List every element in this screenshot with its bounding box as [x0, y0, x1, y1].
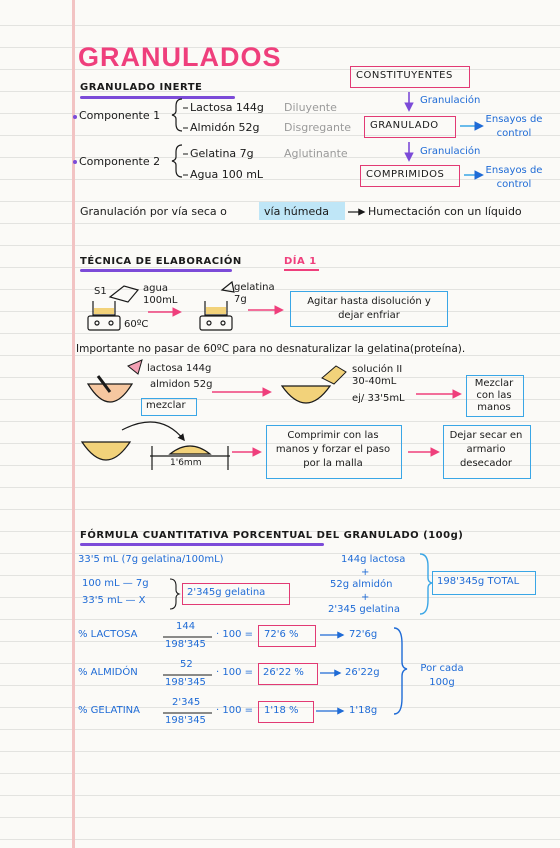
- granulacion-label-2: Granulación: [420, 146, 481, 157]
- gelatina-result: 2'345g gelatina: [187, 587, 266, 598]
- dejar-secar-text: Dejar secar en armario desecador: [449, 430, 523, 469]
- rule-line-a: 100 mL — 7g: [82, 578, 149, 589]
- sum-lactosa: 144g lactosa: [341, 554, 406, 565]
- curved-arrow: [122, 422, 184, 440]
- mezclar-manos-text: Mezclar con las manos: [474, 378, 514, 413]
- blue-arrow-right: [316, 635, 343, 711]
- pct-row-percent: 26'22 %: [263, 667, 304, 678]
- sum-plus-1: +: [361, 567, 370, 578]
- s1-label: S1: [94, 286, 107, 297]
- pct-row-grams: 1'18g: [349, 705, 378, 716]
- pct-row-numerator: 144: [176, 621, 196, 632]
- mezclar-label: mezclar: [146, 400, 186, 411]
- agua-amount: Agua 100 mL: [190, 168, 264, 181]
- lactosa-role: Diluyente: [284, 101, 337, 114]
- section-heading-tecnica: TÉCNICA DE ELABORACIÓN: [80, 256, 242, 267]
- rule-bracket: [170, 579, 179, 609]
- comprimir-text: Comprimir con las manos y forzar el paso por la malla: [275, 430, 391, 469]
- sum-plus-2: +: [361, 592, 370, 603]
- pct-row-grams: 72'6g: [349, 629, 378, 640]
- solucion-example: ej/ 33'5mL: [352, 393, 405, 404]
- almidon-amount: Almidón 52g: [190, 121, 260, 134]
- constituyentes-label: CONSTITUYENTES: [356, 70, 453, 81]
- lactosa-amount: Lactosa 144g: [190, 101, 264, 114]
- pour-icon-1: [110, 286, 138, 302]
- component-2-label: Componente 2: [79, 155, 161, 168]
- heading-underline: [80, 96, 235, 99]
- ensayos-control-1: Ensayos de control: [485, 114, 543, 139]
- malla-size: 1'6mm: [170, 458, 202, 468]
- solucion-label: solución II 30-40mL: [352, 364, 403, 387]
- component-bracket: [172, 99, 182, 177]
- day-underline: [284, 269, 319, 271]
- pct-row-label: % ALMIDÓN: [78, 667, 138, 678]
- ensayos-control-2: Ensayos de control: [485, 165, 543, 190]
- notebook-margin-line: [72, 0, 75, 848]
- dash-mark: [183, 108, 188, 175]
- pct-row-numerator: 2'345: [172, 697, 201, 708]
- por-cada-bracket: [394, 628, 407, 714]
- pct-row-percent: 72'6 %: [264, 629, 299, 640]
- agua-label: agua 100mL: [143, 283, 178, 306]
- granulacion-label-1: Granulación: [420, 95, 481, 106]
- via-text-b: Humectación con un líquido: [368, 205, 522, 218]
- important-note: Importante no pasar de 60ºC para no desnaturalizar la gelatina(proteína).: [76, 343, 466, 355]
- heading-underline: [80, 543, 324, 546]
- gelatina-amount: Gelatina 7g: [190, 147, 254, 160]
- hotplate-icon-2: [200, 282, 234, 330]
- pct-row-numerator: 52: [180, 659, 193, 670]
- gelatina-role: Aglutinante: [284, 147, 348, 160]
- mortar-icon-2: [282, 366, 346, 403]
- via-text-highlighted: vía húmeda: [264, 205, 329, 218]
- pct-row-label: % GELATINA: [78, 705, 140, 716]
- pct-row-label: % LACTOSA: [78, 629, 138, 640]
- rule-line-b: 33'5 mL — X: [82, 595, 146, 606]
- mortar-icon-1: [88, 360, 142, 402]
- comprimidos-label: COMPRIMIDOS: [366, 169, 445, 180]
- ratio-line: 33'5 mL (7g gelatina/100mL): [78, 554, 224, 565]
- bullet: [73, 160, 77, 164]
- heading-underline: [80, 269, 232, 272]
- pct-row-times: · 100 =: [216, 667, 254, 678]
- hotplate-icon-1: [88, 301, 120, 330]
- granulado-label: GRANULADO: [370, 120, 439, 131]
- total-label: 198'345g TOTAL: [437, 576, 520, 587]
- por-cada-label: Por cada 100g: [420, 663, 464, 688]
- component-1-label: Componente 1: [79, 109, 161, 122]
- mortar-icon-3: [82, 442, 130, 460]
- gelatina-label: gelatina 7g: [234, 282, 275, 305]
- sum-almidon: 52g almidón: [330, 579, 393, 590]
- lactosa-label: lactosa 144g: [147, 363, 212, 374]
- pct-row-denominator: 198'345: [165, 677, 206, 688]
- pct-row-denominator: 198'345: [165, 639, 206, 650]
- bullet: [73, 115, 77, 119]
- sum-bracket: [420, 554, 432, 614]
- pct-row-grams: 26'22g: [345, 667, 380, 678]
- pct-row-percent: 1'18 %: [264, 705, 299, 716]
- page-title: GRANULADOS: [78, 42, 282, 72]
- section-heading-granulado-inerte: GRANULADO INERTE: [80, 82, 203, 93]
- almidon-role: Disgregante: [284, 121, 352, 134]
- sum-gelatina: 2'345 gelatina: [328, 604, 400, 615]
- day-label: DÍA 1: [284, 256, 317, 267]
- almidon-label: almidon 52g: [150, 379, 213, 390]
- pct-row-denominator: 198'345: [165, 715, 206, 726]
- via-text-a: Granulación por vía seca o: [80, 205, 227, 218]
- section-heading-formula: FÓRMULA CUANTITATIVA PORCENTUAL DEL GRANULADO (100g): [80, 530, 464, 541]
- temperature-label: 60ºC: [124, 319, 149, 330]
- pct-row-times: · 100 =: [216, 705, 254, 716]
- agitar-text: Agitar hasta disolución y dejar enfriar: [307, 296, 431, 321]
- pct-row-times: · 100 =: [216, 629, 254, 640]
